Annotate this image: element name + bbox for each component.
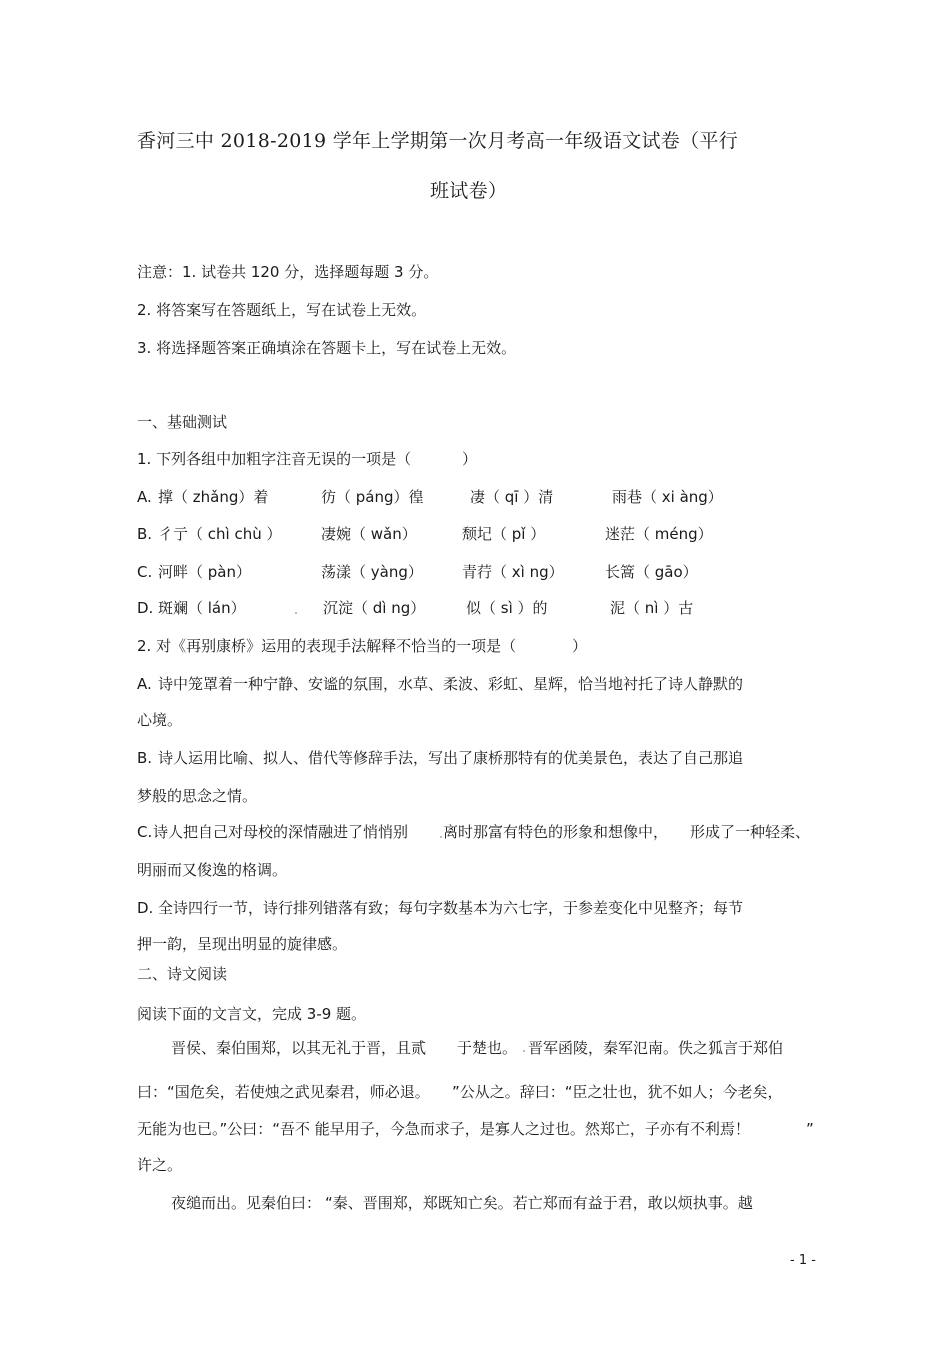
q2-option-a-text: 诗中笼罩着一种宁静、安谧的氛围，水草、柔波、彩虹、星辉，恰当地衬托了诗人静默的 (158, 675, 744, 693)
passage-line-2b: ”公从之。辞曰：“臣之壮也，犹不如人；今老矣， (452, 1083, 783, 1101)
q2-option-b-text-cont: 梦般的思念之情。 (137, 787, 258, 805)
passage-line-1c: 晋军函陵，秦军氾南。佚之狐言于郑伯 (528, 1039, 784, 1057)
q1-option-c-item-1: 河畔（ pàn） (158, 563, 251, 581)
q1-option-d-label: D. (137, 599, 154, 617)
question-1-paren-close: ） (462, 450, 478, 468)
q1-option-b-item-3: 颓圮（ pǐ ） (462, 525, 546, 543)
q2-option-c-text-cont: 明丽而又俊逸的格调。 (137, 861, 288, 879)
q2-option-c-text-part-1: 诗人把自己对母校的深情融进了悄悄别 (153, 823, 409, 841)
q1-option-d-item-1: 斑斓（ lán） (158, 599, 246, 617)
note-line-1: 注意：1. 试卷共 120 分，选择题每题 3 分。 (137, 263, 439, 281)
decorative-dot (440, 836, 442, 838)
q1-option-b-item-2: 凄婉（ wǎn） (321, 525, 417, 543)
section-heading-reading: 二、诗文阅读 (137, 965, 228, 983)
q2-option-d-text: 全诗四行一节，诗行排列错落有致；每句字数基本为六七字，于参差变化中见整齐；每节 (158, 899, 744, 917)
section-heading-basics: 一、基础测试 (137, 413, 228, 431)
q1-option-d-item-3: 似（ sì ）的 (466, 599, 548, 617)
page-title: 香河三中 2018-2019 学年上学期第一次月考高一年级语文试卷（平行 (137, 130, 739, 152)
q1-option-d-item-2: 沉淀（ dì ng） (323, 599, 426, 617)
q1-option-c-item-3: 青荇（ xì ng） (462, 563, 564, 581)
q1-option-c-item-4: 长篙（ gāo） (605, 563, 698, 581)
passage-line-4: 许之。 (137, 1156, 183, 1174)
q1-option-c-item-2: 荡漾（ yàng） (321, 563, 423, 581)
note-line-2: 2. 将答案写在答题纸上，写在试卷上无效。 (137, 301, 427, 319)
question-1-stem: 1. 下列各组中加粗字注音无误的一项是（ (137, 450, 412, 468)
q2-option-c-text-part-3: 形成了一种轻柔、 (690, 823, 811, 841)
q2-option-b-text: 诗人运用比喻、拟人、借代等修辞手法，写出了康桥那特有的优美景色，表达了自己那追 (158, 749, 744, 767)
passage-line-2a: 曰：“国危矣，若使烛之武见秦君，师必退。 (137, 1083, 430, 1101)
question-2-stem: 2. 对《再别康桥》运用的表现手法解释不恰当的一项是（ (137, 637, 517, 655)
passage-line-5b: “秦、晋围郑，郑既知亡矣。若亡郑而有益于君，敢以烦执事。越 (325, 1194, 753, 1212)
q1-option-a-label: A. (137, 488, 152, 506)
passage-line-5a: 夜缒而出。见秦伯曰： (171, 1194, 322, 1212)
q1-option-b-item-4: 迷茫（ méng） (605, 525, 713, 543)
q1-option-a-item-3: 凄（ qī ）清 (470, 488, 554, 506)
note-line-3: 3. 将选择题答案正确填涂在答题卡上，写在试卷上无效。 (137, 339, 517, 357)
passage-line-3a: 无能为也已。”公曰：“吾不 能早用子，今急而求子，是寡人之过也。然郑亡，子亦有不利焉！ (137, 1120, 750, 1138)
passage-line-1a: 晋侯、秦伯围郑，以其无礼于晋，且贰 (171, 1039, 427, 1057)
decorative-dot (523, 1050, 525, 1052)
q2-option-b-label: B. (137, 749, 153, 767)
q1-option-d-item-4: 泥（ nì ）古 (610, 599, 694, 617)
q2-option-d-label: D. (137, 899, 154, 917)
q2-option-d-text-cont: 押一韵，呈现出明显的旋律感。 (137, 935, 348, 953)
q2-option-c-text-part-2: 离时那富有特色的形象和想像中， (443, 823, 669, 841)
decorative-dot (295, 612, 297, 614)
q2-option-c-label: C. (137, 823, 153, 841)
reading-instructions: 阅读下面的文言文，完成 3-9 题。 (137, 1005, 367, 1023)
page-number: - 1 - (790, 1253, 816, 1268)
q2-option-a-label: A. (137, 675, 152, 693)
question-2-paren-close: ） (572, 637, 588, 655)
passage-line-1b: 于楚也。 (457, 1039, 518, 1057)
q1-option-b-label: B. (137, 525, 153, 543)
q1-option-a-item-4: 雨巷（ xi àng） (612, 488, 723, 506)
q1-option-a-item-1: 撑（ zhǎng）着 (158, 488, 269, 506)
q1-option-b-item-1: 彳亍（ chì chù ） (158, 525, 282, 543)
q1-option-c-label: C. (137, 563, 153, 581)
q1-option-a-item-2: 彷（ páng）徨 (321, 488, 424, 506)
page-title-continued: 班试卷） (430, 180, 508, 202)
passage-line-3b: ” (806, 1120, 814, 1138)
q2-option-a-text-cont: 心境。 (137, 711, 183, 729)
